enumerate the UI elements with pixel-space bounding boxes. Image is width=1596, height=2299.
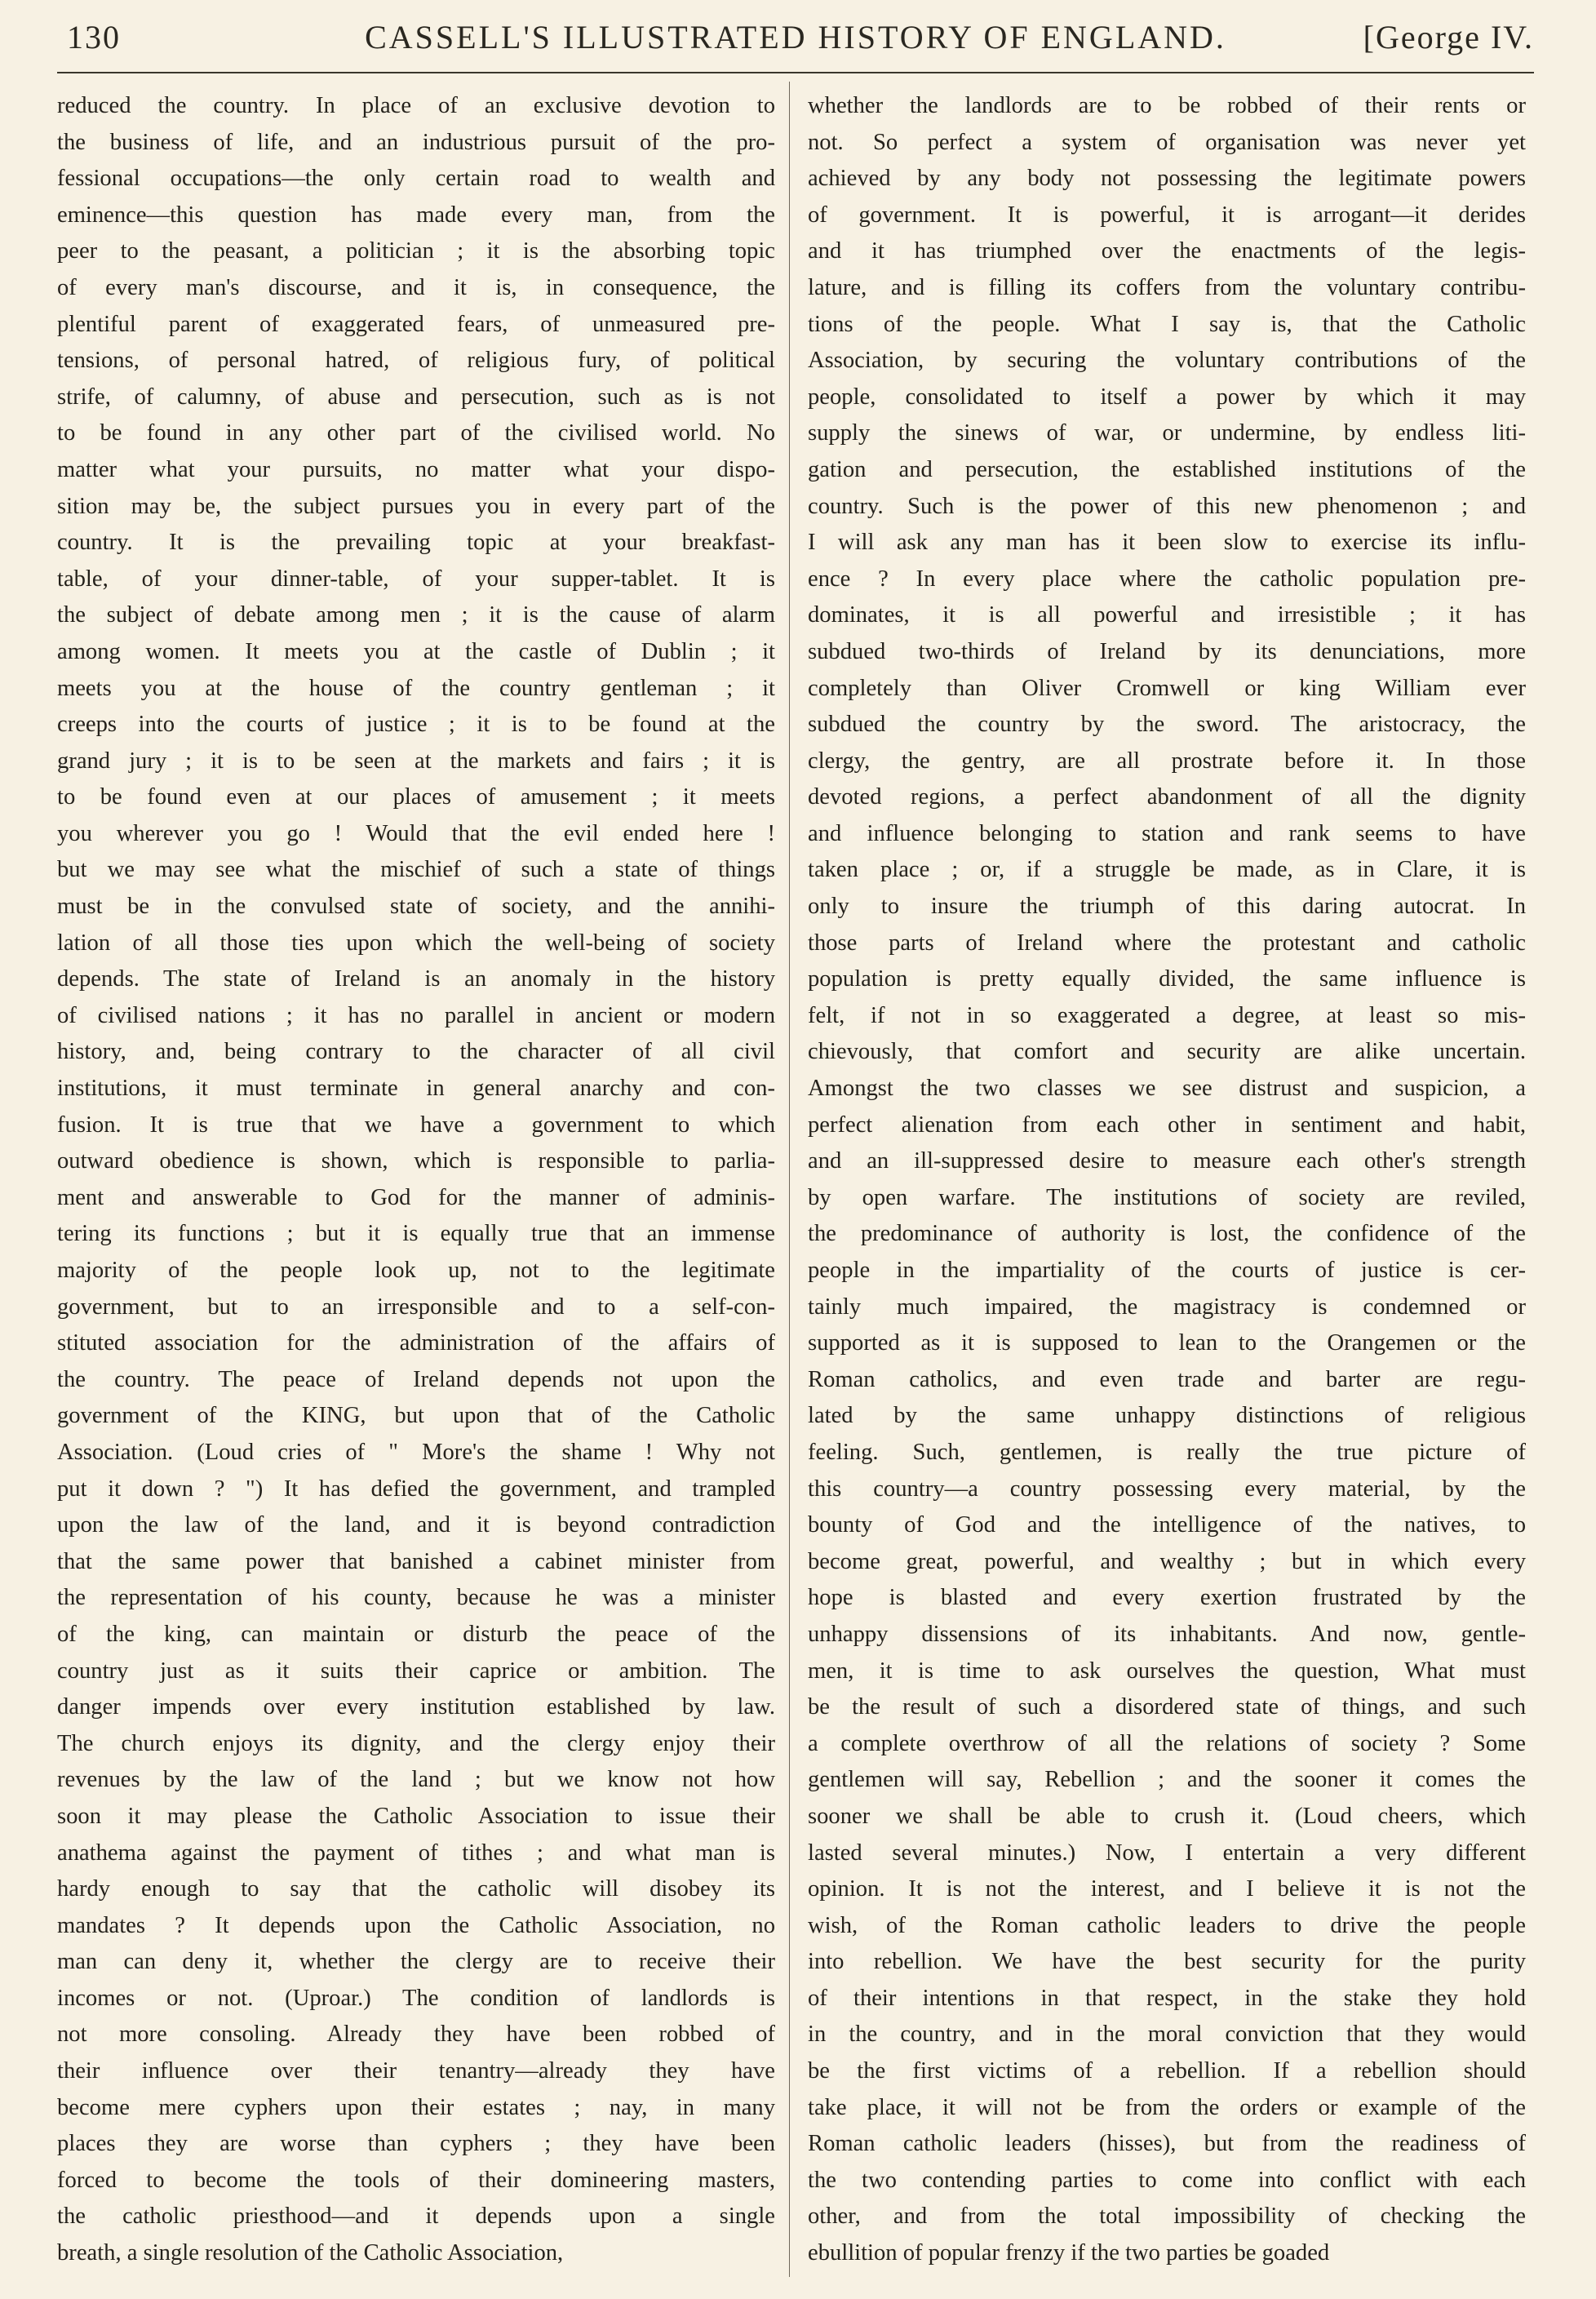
text-line: subdued the country by the sword. The aristocracy, the: [808, 712, 1526, 738]
text-line: lation of all those ties upon which the well-being of society: [57, 930, 775, 956]
text-line: people in the impartiality of the courts of justice is cer-: [808, 1258, 1526, 1283]
text-line: incomes or not. (Uproar.) The condition of landlords is: [57, 1985, 775, 2011]
text-line: majority of the people look up, not to the legitimate: [57, 1258, 775, 1283]
text-line: gation and persecution, the established institutions of the: [808, 456, 1526, 482]
text-line: revenues by the law of the land ; but we know not how: [57, 1767, 775, 1793]
text-line: government, but to an irresponsible and to a self-con-: [57, 1294, 775, 1320]
text-line: country. Such is the power of this new phenomenon ; and: [808, 493, 1526, 519]
text-line: soon it may please the Catholic Association to issue their: [57, 1803, 775, 1829]
text-line: supply the sinews of war, or undermine, by endless liti-: [808, 420, 1526, 446]
text-line: of civilised nations ; it has no parallel in ancient or modern: [57, 1002, 775, 1028]
text-line: I will ask any man has it been slow to exercise its influ-: [808, 530, 1526, 556]
text-line: lated by the same unhappy distinctions of religious: [808, 1403, 1526, 1429]
text-line: to be found in any other part of the civilised world. No: [57, 420, 775, 446]
text-line: lature, and is filling its coffers from the voluntary contribu-: [808, 274, 1526, 300]
text-line: breath, a single resolution of the Catholic Association,: [57, 2240, 564, 2266]
text-line: be the result of such a disordered state of things, and such: [808, 1694, 1526, 1720]
text-line: creeps into the courts of justice ; it is to be found at the: [57, 712, 775, 738]
text-line: institutions, it must terminate in general anarchy and con-: [57, 1076, 775, 1102]
text-line: outward obedience is shown, which is responsible to parlia-: [57, 1148, 775, 1174]
text-line: the country. The peace of Ireland depends not upon the: [57, 1366, 775, 1392]
text-line: become great, powerful, and wealthy ; but in which every: [808, 1548, 1526, 1574]
text-line: achieved by any body not possessing the legitimate powers: [808, 166, 1526, 192]
text-line: become mere cyphers upon their estates ; nay, in many: [57, 2094, 775, 2120]
text-line: of the king, can maintain or disturb the peace of the: [57, 1621, 775, 1647]
text-line: eminence—this question has made every man, from the: [57, 202, 775, 228]
text-line: sooner we shall be able to crush it. (Loud cheers, which: [808, 1803, 1526, 1829]
text-line: man can deny it, whether the clergy are to receive their: [57, 1949, 775, 1975]
text-line: upon the law of the land, and it is beyond contradiction: [57, 1512, 775, 1538]
text-line: the predominance of authority is lost, the confidence of the: [808, 1221, 1526, 1247]
left-column: [57, 88, 775, 2272]
text-line: anathema against the payment of tithes ; and what man is: [57, 1840, 775, 1866]
text-line: hardy enough to say that the catholic will disobey its: [57, 1876, 775, 1902]
text-line: to be found even at our places of amusement ; it meets: [57, 784, 775, 810]
text-line: The church enjoys its dignity, and the clergy enjoy their: [57, 1730, 775, 1756]
section-marker: [George IV.: [1363, 19, 1534, 55]
header-rule: [57, 72, 1534, 73]
text-line: but we may see what the mischief of such a state of things: [57, 857, 775, 883]
text-line: of government. It is powerful, it is arrogant—it derides: [808, 202, 1526, 228]
text-line: other, and from the total impossibility of checking the: [808, 2204, 1526, 2230]
text-line: you wherever you go ! Would that the evil ended here !: [57, 820, 775, 846]
text-line: the subject of debate among men ; it is the cause of alarm: [57, 602, 775, 628]
text-line: the two contending parties to come into conflict with each: [808, 2167, 1526, 2193]
text-line: Amongst the two classes we see distrust and suspicion, a: [808, 1076, 1526, 1102]
text-line: subdued two-thirds of Ireland by its denunciations, more: [808, 638, 1526, 664]
text-line: hope is blasted and every exertion frustrated by the: [808, 1585, 1526, 1611]
text-line: sition may be, the subject pursues you in every part of the: [57, 493, 775, 519]
text-line: among women. It meets you at the castle of Dublin ; it: [57, 638, 775, 664]
text-line: meets you at the house of the country gentleman ; it: [57, 675, 775, 701]
text-line: danger impends over every institution established by law.: [57, 1694, 775, 1720]
column-divider: [789, 82, 790, 2277]
text-line: and an ill-suppressed desire to measure each other's strength: [808, 1148, 1526, 1174]
text-line: fusion. It is true that we have a government to which: [57, 1112, 775, 1138]
text-line: felt, if not in so exaggerated a degree, at least so mis-: [808, 1002, 1526, 1028]
text-line: whether the landlords are to be robbed of their rents or: [808, 93, 1526, 118]
text-line: clergy, the gentry, are all prostrate before it. In those: [808, 748, 1526, 774]
text-line: tering its functions ; but it is equally true that an immense: [57, 1221, 775, 1247]
text-line: reduced the country. In place of an exclusive devotion to: [57, 93, 775, 118]
text-line: strife, of calumny, of abuse and persecution, such as is not: [57, 384, 775, 410]
text-line: only to insure the triumph of this daring autocrat. In: [808, 894, 1526, 920]
text-line: devoted regions, a perfect abandonment of all the dignity: [808, 784, 1526, 810]
text-line: must be in the convulsed state of society, and the annihi-: [57, 894, 775, 920]
text-line: perfect alienation from each other in sentiment and habit,: [808, 1112, 1526, 1138]
text-line: ence ? In every place where the catholic population pre-: [808, 566, 1526, 592]
text-line: chievously, that comfort and security are alike uncertain.: [808, 1039, 1526, 1065]
text-line: those parts of Ireland where the protestant and catholic: [808, 930, 1526, 956]
text-line: the representation of his county, because he was a minister: [57, 1585, 775, 1611]
text-line: stituted association for the administration of the affairs of: [57, 1330, 775, 1356]
text-line: depends. The state of Ireland is an anomaly in the history: [57, 966, 775, 992]
text-line: supported as it is supposed to lean to the Orangemen or the: [808, 1330, 1526, 1356]
text-line: government of the KING, but upon that of the Catholic: [57, 1403, 775, 1429]
text-line: this country—a country possessing every material, by the: [808, 1476, 1526, 1502]
text-line: tensions, of personal hatred, of religious fury, of political: [57, 348, 775, 374]
text-line: gentlemen will say, Rebellion ; and the sooner it comes the: [808, 1767, 1526, 1793]
text-line: the business of life, and an industrious pursuit of the pro-: [57, 129, 775, 155]
text-line: feeling. Such, gentlemen, is really the true picture of: [808, 1439, 1526, 1465]
text-line: bounty of God and the intelligence of the natives, to: [808, 1512, 1526, 1538]
text-line: into rebellion. We have the best security for the purity: [808, 1949, 1526, 1975]
text-line: taken place ; or, if a struggle be made, as in Clare, it is: [808, 857, 1526, 883]
book-title: CASSELL'S ILLUSTRATED HISTORY OF ENGLAND.: [365, 19, 1226, 55]
text-line: Association. (Loud cries of " More's the shame ! Why not: [57, 1439, 775, 1465]
text-line: dominates, it is all powerful and irresistible ; it has: [808, 602, 1526, 628]
text-line: forced to become the tools of their domineering masters,: [57, 2167, 775, 2193]
text-line: people, consolidated to itself a power by which it may: [808, 384, 1526, 410]
text-line: history, and, being contrary to the character of all civil: [57, 1039, 775, 1065]
text-line: ebullition of popular frenzy if the two parties be goaded: [808, 2240, 1330, 2266]
text-line: of every man's discourse, and it is, in consequence, the: [57, 274, 775, 300]
text-line: in the country, and in the moral conviction that they would: [808, 2022, 1526, 2048]
text-line: lasted several minutes.) Now, I entertain a very different: [808, 1840, 1526, 1866]
text-line: completely than Oliver Cromwell or king William ever: [808, 675, 1526, 701]
text-line: Roman catholics, and even trade and barter are regu-: [808, 1366, 1526, 1392]
text-line: men, it is time to ask ourselves the question, What must: [808, 1658, 1526, 1684]
text-line: fessional occupations—the only certain road to wealth and: [57, 166, 775, 192]
page-number: 130: [67, 19, 121, 55]
text-line: the catholic priesthood—and it depends upon a single: [57, 2204, 775, 2230]
text-line: that the same power that banished a cabinet minister from: [57, 1548, 775, 1574]
text-line: unhappy dissensions of its inhabitants. And now, gentle-: [808, 1621, 1526, 1647]
text-line: of their intentions in that respect, in the stake they hold: [808, 1985, 1526, 2011]
text-line: by open warfare. The institutions of society are reviled,: [808, 1184, 1526, 1210]
text-line: places they are worse than cyphers ; they have been: [57, 2131, 775, 2157]
text-line: opinion. It is not the interest, and I believe it is not the: [808, 1876, 1526, 1902]
text-line: a complete overthrow of all the relations of society ? Some: [808, 1730, 1526, 1756]
running-head: [57, 11, 1534, 67]
text-line: not. So perfect a system of organisation was never yet: [808, 129, 1526, 155]
right-column: [808, 88, 1526, 2272]
text-line: put it down ? ") It has defied the government, and trampled: [57, 1476, 775, 1502]
text-line: ment and answerable to God for the manner of adminis-: [57, 1184, 775, 1210]
text-line: population is pretty equally divided, the same influence is: [808, 966, 1526, 992]
text-line: country just as it suits their caprice or ambition. The: [57, 1658, 775, 1684]
text-line: their influence over their tenantry—already they have: [57, 2058, 775, 2084]
text-line: matter what your pursuits, no matter what your dispo-: [57, 456, 775, 482]
text-line: table, of your dinner-table, of your supper-tablet. It is: [57, 566, 775, 592]
text-line: and it has triumphed over the enactments of the legis-: [808, 238, 1526, 264]
text-line: take place, it will not be from the orders or example of the: [808, 2094, 1526, 2120]
text-line: and influence belonging to station and rank seems to have: [808, 820, 1526, 846]
text-line: Association, by securing the voluntary contributions of the: [808, 348, 1526, 374]
text-line: peer to the peasant, a politician ; it is the absorbing topic: [57, 238, 775, 264]
text-line: plentiful parent of exaggerated fears, of unmeasured pre-: [57, 311, 775, 337]
text-line: not more consoling. Already they have been robbed of: [57, 2022, 775, 2048]
text-line: country. It is the prevailing topic at your breakfast-: [57, 530, 775, 556]
text-line: Roman catholic leaders (hisses), but from the readiness of: [808, 2131, 1526, 2157]
text-line: grand jury ; it is to be seen at the markets and fairs ; it is: [57, 748, 775, 774]
text-line: tainly much impaired, the magistracy is condemned or: [808, 1294, 1526, 1320]
text-line: wish, of the Roman catholic leaders to drive the people: [808, 1912, 1526, 1938]
text-line: mandates ? It depends upon the Catholic Association, no: [57, 1912, 775, 1938]
text-line: be the first victims of a rebellion. If a rebellion should: [808, 2058, 1526, 2084]
text-line: tions of the people. What I say is, that the Catholic: [808, 311, 1526, 337]
